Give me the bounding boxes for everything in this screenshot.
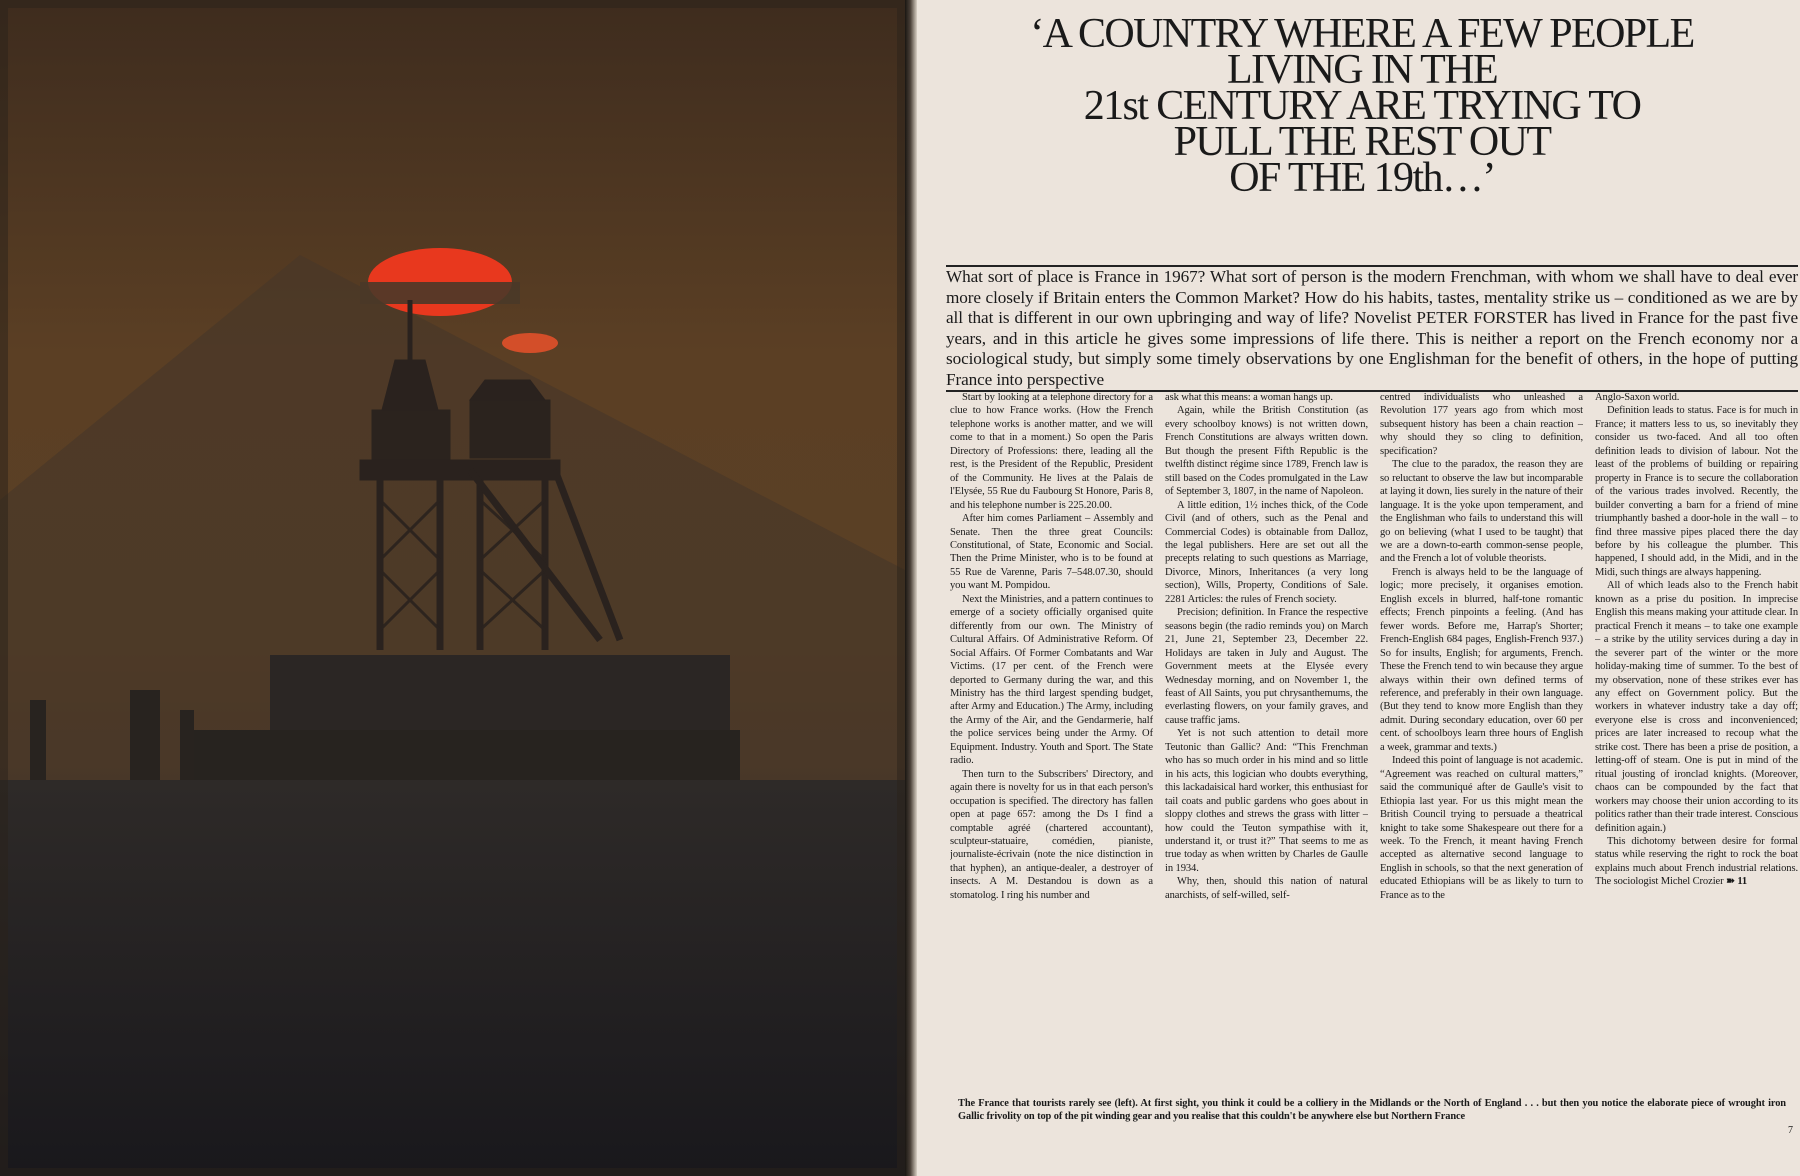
paragraph: Again, while the British Constitution (as every schoolboy knows) is not written down, French Constitutions are always written down. But though the present Fifth Republic is the twelfth distinct régime since 1789, French law is still based on the Codes promulgated in the Law of September 3, 1807, in the name of Napoleon. (1165, 405, 1368, 498)
paragraph: Definition leads to status. Face is for much in France; it matters less to us, so inevitably they consider us two-faced. And all too often definition leads to division of labour. Not the least of the problems of building or repairing property in France is to secure the collaboration of the various trades involved. Recently, the builder converting a barn for a friend of mine triumphantly bashed a door-hole in the wall – to find three massive pipes placed there the day before by his colleague the plumber. This happened, I should add, in the Midi, and in the Midi, such things are always happening. (1595, 405, 1798, 578)
headline-line: OF THE 19th…’ (1229, 155, 1495, 201)
paragraph: Indeed this point of language is not academic. “Agreement was reached on cultural matters,” said the communiqué after de Gaulle's visit to Ethiopia last year. For us this might mean the British Council trying to persuade a theatrical knight to take some Shakespeare out there for a week. To the French, it meant having French accepted as alternative second language to English in schools, so that the next generation of educated Ethiopians will be as likely to turn to France as to the (1380, 755, 1583, 901)
paragraph: A little edition, 1½ inches thick, of the Code Civil (and of others, such as the Penal and Commercial Codes) is obtainable from Dalloz, the legal publishers. Here are set out all the precepts relating to such questions as Marriage, Divorce, Minors, Inheritances (a very long section), Wills, Property, Conditions of Sale. 2281 Articles: the rules of French society. (1165, 499, 1368, 605)
paragraph: Then turn to the Subscribers' Directory, and again there is novelty for us in that each person's occupation is specified. The directory has fallen open at page 657: among the Ds I find a comptable agréé (chartered accountant), sculpteur-statuaire, comédien, pianiste, journaliste-écrivain (note the nice distinction in that hyphen), an antique-dealer, a destroyer of insects. A M. Destandou is down as a stomatolog. I ring his number and (950, 768, 1153, 901)
continued-on-page-arrow: ➽ 11 (1726, 876, 1748, 888)
paragraph: French is always held to be the language of logic; more precisely, it organises emotion. English excels in blurred, half-tone romantic effects; French pinpoints a feeling. (And has fewer words. Before me, Harrap's Shorter; French-English 684 pages, English-French 937.) So for insults, English; for arguments, French. These the French tend to win because they argue always within their own defined terms of reference, and preferably in their own language. (But they tend to know more English than they admit. During secondary education, over 60 per cent. of schoolboys learn three hours of English a week, grammar and texts.) (1380, 566, 1583, 753)
article-page (917, 0, 1800, 1176)
page-number: 7 (1788, 1125, 1793, 1136)
paragraph (1595, 835, 1798, 889)
headline-line: PULL THE REST OUT (1173, 119, 1551, 165)
paragraph: Next the Ministries, and a pattern continues to emerge of a society officially organised quite differently from our own. The Ministry of Cultural Affairs. Of Administrative Reform. Of Social Affairs. Of Former Combatants and War Victims. (17 per cent. of the French were deported to Germany during the war, and this Ministry has the third largest spending budget, after Army and Education.) The Army, including the Army of the Air, and the Gendarmerie, half the police services being under the Army. Of Equipment. Industry. Youth and Sport. The State radio. (950, 593, 1153, 767)
paragraph: Start by looking at a telephone directory for a clue to how France works. (How the French telephone works is another matter, and we will come to that in a moment.) So open the Paris Directory of Professions: there, leading all the rest, is the President of the Republic, President of the Community. He lives at the Palais de l'Elysée, 55 Rue du Faubourg St Honore, Paris 8, and his telephone number is 225.20.00. (950, 392, 1153, 511)
paragraph: After him comes Parliament – Assembly and Senate. Then the three great Councils: Constitutional, of State, Economic and Social. Then the Prime Minister, who is to be found at 55 Rue de Varenne, Paris 7–548.07.30, should you want M. Pompidou. (950, 513, 1153, 592)
foreground-ground (0, 780, 905, 1176)
photo-caption: The France that tourists rarely see (left). At first sight, you think it could be a colliery in the Midlands or the North of England . . . but then you notice the elaborate piece of wrought iron Gallic frivolity on top of the pit winding gear and you realise that this couldn't be anywhere else but Northern France (958, 1098, 1786, 1122)
paragraph: Precision; definition. In France the respective seasons begin (the radio reminds you) on March 21, June 21, September 23, December 22. Holidays are taken in July and August. The Government meets at the Elysée every Wednesday morning, and on November 1, the feast of All Saints, you put chrysanthemums, the everlasting flowers, on your family graves, and cause traffic jams. (1165, 607, 1368, 726)
paragraph: centred individualists who unleashed a Revolution 177 years ago from which most subsequent history has been a chain reaction – why should they so cling to definition, specification? (1380, 392, 1583, 457)
paragraph: Why, then, should this nation of natural anarchists, of self-willed, self- (1165, 876, 1368, 901)
paragraph: Yet is not such attention to detail more Teutonic than Gallic? And: “This Frenchman who has so much order in his mind and so little in his acts, this logician who doubts everything, this lackadaisical hard worker, this enthusiast for tail coats and public gardens who goes about in sloppy clothes and strews the grass with litter – how could the Teuton sympathise with it, understand it, or trust it?” That seems to me as true today as when written by Charles de Gaulle in 1934. (1165, 728, 1368, 874)
headline-line: 21st CENTURY ARE TRYING TO (1083, 83, 1641, 129)
paragraph: All of which leads also to the French habit known as a prise du position. In imprecise English this means making your attitude clear. In practical French it means – to take one example – a strike by the utility services during a day in the severer part of the winter or the more holiday-making time of summer. To the best of my observation, none of these strikes ever has any effect on Government policy. But the workers in whatever industry take a day off; everyone else is cross and inconvenienced; prices are later increased to recoup what the strike cost. There has been a prise de position, a letting-off of steam. One is put in mind of the ritual jousting of ironclad knights. (Moreover, chaos can be compounded by the fact that workers may choose their union according to its politics rather than their trade interest. Conscious definition again.) (1595, 580, 1798, 834)
paragraph: ask what this means: a woman hangs up. (1165, 392, 1333, 403)
magazine-spine (905, 0, 917, 1176)
paragraph: The clue to the paradox, the reason they are so reluctant to observe the law but incomparable at laying it down, lies surely in the nature of their language. It is the yoke upon temperament, and the Englishman who fails to understand this will go on believing (what I used to be taught) that we are a down-to-earth common-sense people, and the French a lot of voluble theorists. (1380, 459, 1583, 565)
paragraph-text: This dichotomy between desire for formal status while reserving the right to rock the boat explains much about French industrial relations. The sociologist Michel Crozier (1595, 835, 1798, 888)
body-columns (950, 391, 1798, 1101)
headline-line: ‘A COUNTRY WHERE A FEW PEOPLE (1030, 11, 1694, 57)
standfirst-intro: What sort of place is France in 1967? What sort of person is the modern Frenchman, with whom we shall have to deal ever more closely if Britain enters the Common Market? How do his habits, tastes, mentality strike us – conditioned as we are by all that is different in our own upbringing and way of life? Novelist PETER FORSTER has lived in France for the past five years, and in this article he gives some impressions of life there. This is neither a report on the French economy nor a sociological study, but simply some timely observations by one Englishman for the benefit of others, in the hope of putting France into perspective (946, 265, 1798, 392)
paragraph: Anglo-Saxon world. (1595, 392, 1680, 403)
body-column-4 (1595, 391, 1798, 1101)
headline (937, 11, 1787, 201)
headline-line: LIVING IN THE (1226, 47, 1498, 93)
body-column-2 (1165, 391, 1368, 1101)
body-column-3 (1380, 391, 1583, 1101)
body-column-1 (950, 391, 1153, 1101)
